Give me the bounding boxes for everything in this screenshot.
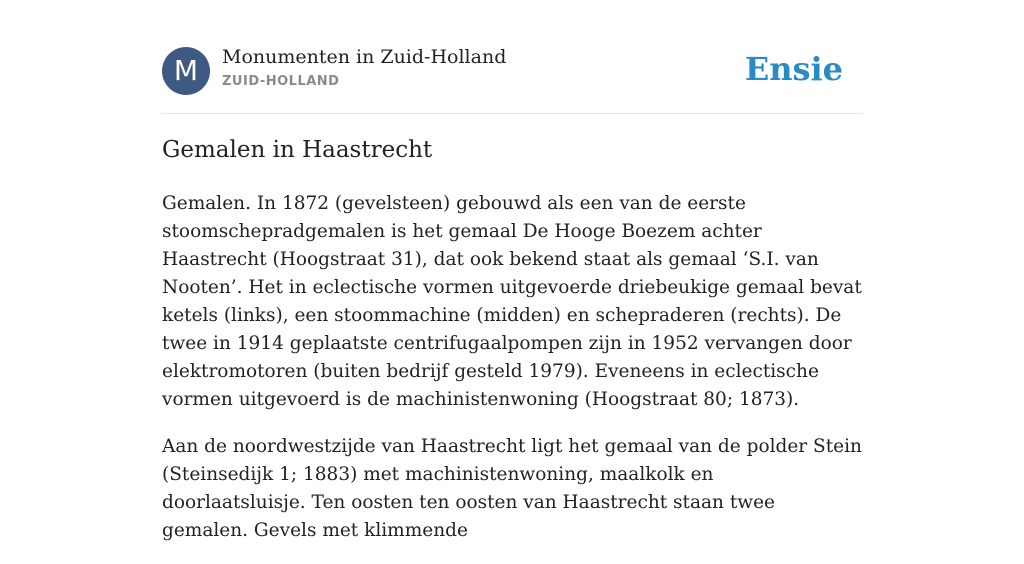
header-divider <box>162 113 862 114</box>
site-title[interactable]: Monumenten in Zuid-Holland <box>222 46 507 68</box>
article-title: Gemalen in Haastrecht <box>162 137 433 163</box>
article-paragraph: Gemalen. In 1872 (gevelsteen) gebouwd als een van de eerste stoomschepradgemalen is het gemaal De Hooge Boezem achter Haastrecht (Hoogstraat 31), dat ook bekend staat als gemaal ‘S.I. van Nooten’. Het in eclectische vormen uitgevoerde driebeukige gemaal bevat ketels (links), een stoommachine (midden) en schepraderen (rechts). De twee in 1914 geplaatste centrifugaalpompen zijn in 1952 vervangen door elektromotoren (buiten bedrijf gesteld 1979). Eveneens in eclectische vormen uitgevoerd is de machinistenwoning (Hoogstraat 80; 1873). <box>162 193 862 410</box>
site-subtitle: ZUID-HOLLAND <box>222 74 340 89</box>
brand-logo[interactable]: Ensie <box>744 50 843 88</box>
site-header <box>162 46 862 96</box>
avatar[interactable]: M <box>162 47 210 95</box>
article-paragraph: Aan de noordwestzijde van Haastrecht ligt het gemaal van de polder Stein (Steinsedijk 1; 1883) met machinistenwoning, maalkolk en doorlaatsluisje. Ten oosten ten oosten van Haastrecht staan twee gemalen. Gevels met klimmende <box>162 436 862 541</box>
article-body <box>162 190 862 564</box>
